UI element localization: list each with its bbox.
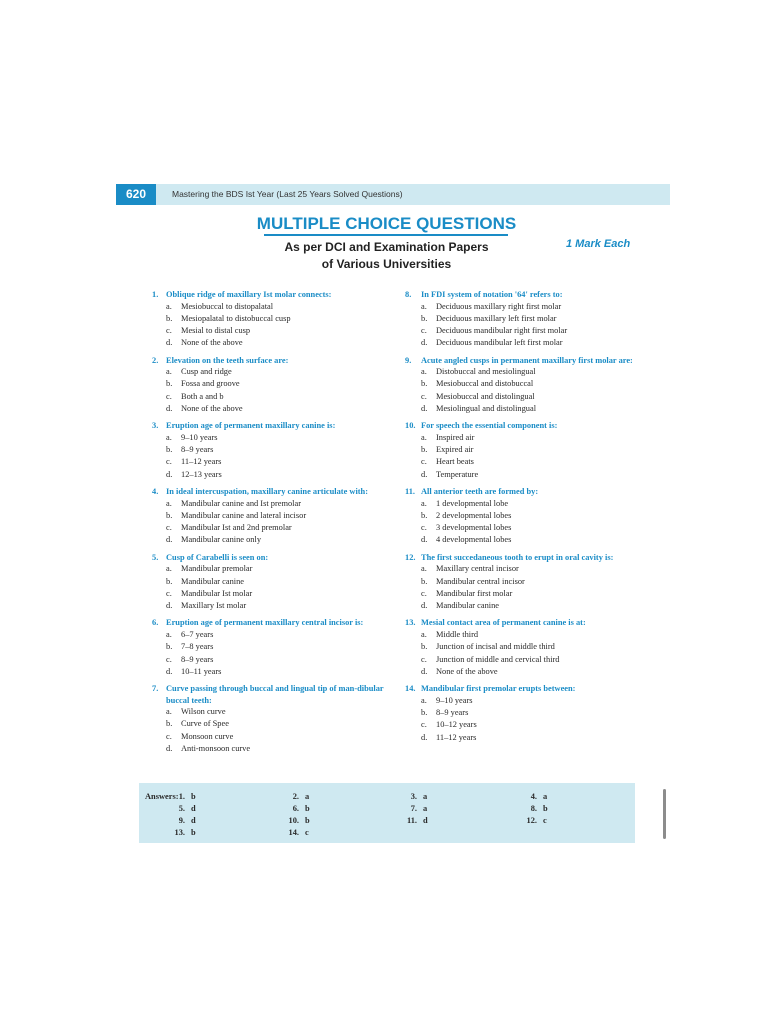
answer-number: 4. [530, 792, 537, 801]
answer-entry [397, 804, 427, 813]
option-letter: c. [421, 720, 427, 730]
option-letter: c. [166, 731, 172, 741]
option-text: Both a and b [181, 391, 224, 401]
answer-option [152, 432, 402, 444]
option-text: Deciduous mandibular right first molar [436, 326, 568, 336]
option-text: 8–9 years [436, 707, 469, 717]
section-subtitle-line1: As per DCI and Examination Papers [284, 240, 489, 254]
option-text: Distobuccal and mesiolingual [436, 367, 536, 377]
option-letter: a. [421, 695, 427, 705]
mark-note: 1 Mark Each [566, 238, 631, 250]
answer-option [152, 600, 402, 612]
question-text: Mandibular first premolar erupts between: [421, 684, 576, 694]
question-number: 9. [405, 355, 412, 365]
answer-option [152, 337, 402, 349]
option-text: Wilson curve [181, 707, 226, 717]
answer-option [152, 469, 402, 481]
option-letter: d. [421, 535, 428, 545]
option-text: None of the above [181, 338, 243, 348]
option-letter: b. [421, 510, 428, 520]
question-text: Oblique ridge of maxillary Ist molar connects: [166, 290, 332, 299]
option-text: 9–10 years [181, 432, 218, 442]
option-text: Anti-monsoon curve [181, 744, 251, 754]
answer-entry [165, 828, 196, 837]
answers-box [139, 783, 635, 843]
option-text: 8–9 years [181, 654, 214, 664]
answer-value: d [191, 804, 196, 813]
question-text: Eruption age of permanent maxillary central incisor is: [166, 618, 364, 628]
question-item [152, 552, 402, 613]
answer-number: 5. [178, 804, 185, 813]
question-stem [152, 683, 402, 706]
book-title: Mastering the BDS Ist Year (Last 25 Years Solved Questions) [172, 189, 403, 199]
answer-option [405, 707, 650, 719]
question-item [152, 420, 402, 481]
answer-value: b [191, 792, 196, 801]
option-text: None of the above [181, 404, 243, 414]
option-letter: c. [421, 523, 427, 533]
question-text: Elevation on the teeth surface are: [166, 355, 289, 365]
option-text: Mandibular canine and Ist premolar [181, 498, 301, 508]
scrollbar[interactable] [663, 789, 666, 839]
question-number: 4. [152, 487, 159, 497]
question-text: Curve passing through buccal and lingual tip of man-dibular buccal teeth: [166, 684, 384, 705]
option-text: Cusp and ridge [181, 367, 232, 377]
question-number: 2. [152, 355, 159, 365]
answer-option [152, 706, 402, 718]
question-stem [152, 289, 402, 301]
answer-entry [165, 804, 196, 813]
option-letter: c. [421, 326, 427, 336]
option-letter: a. [421, 564, 427, 574]
answer-option [405, 576, 650, 588]
question-item [405, 486, 650, 547]
option-letter: b. [166, 379, 173, 389]
answer-option [152, 588, 402, 600]
answer-option [405, 432, 650, 444]
answer-entry [517, 792, 547, 801]
question-stem [405, 683, 650, 695]
question-stem [152, 420, 402, 432]
question-item [405, 420, 650, 481]
option-letter: a. [166, 432, 172, 442]
answer-option [405, 600, 650, 612]
option-text: Mandibular Ist molar [181, 588, 253, 598]
option-letter: a. [166, 301, 172, 311]
option-letter: c. [166, 654, 172, 664]
answer-option [152, 522, 402, 534]
question-stem [405, 289, 650, 301]
option-text: Mesiobuccal and distobuccal [436, 379, 534, 389]
answer-option [405, 403, 650, 415]
answer-option [405, 588, 650, 600]
option-text: Mesiopalatal to distobuccal cusp [181, 313, 291, 323]
answer-entry [279, 792, 309, 801]
question-item [405, 683, 650, 744]
question-item [152, 617, 402, 678]
option-letter: c. [421, 391, 427, 401]
option-letter: d. [166, 744, 173, 754]
question-text: Mesial contact area of permanent canine is at: [421, 618, 586, 628]
option-letter: a. [421, 367, 427, 377]
answer-entry [165, 816, 196, 825]
option-letter: d. [166, 469, 173, 479]
answer-option [405, 366, 650, 378]
option-letter: b. [166, 719, 173, 729]
option-letter: c. [166, 326, 172, 336]
option-text: Expired air [436, 445, 474, 455]
answer-option [405, 301, 650, 313]
option-letter: d. [421, 732, 428, 742]
answer-option [152, 641, 402, 653]
option-letter: b. [166, 576, 173, 586]
option-text: Deciduous maxillary right first molar [436, 301, 562, 311]
answer-entry [397, 792, 427, 801]
option-text: 10–12 years [436, 720, 477, 730]
option-letter: d. [421, 469, 428, 479]
option-text: 4 developmental lobes [436, 535, 512, 545]
section-subtitle-line2: of Various Universities [321, 257, 452, 271]
option-text: 12–13 years [181, 469, 222, 479]
answer-option [405, 666, 650, 678]
answer-option [405, 719, 650, 731]
option-text: 3 developmental lobes [436, 523, 512, 533]
question-item [152, 289, 402, 350]
option-text: Fossa and groove [181, 379, 240, 389]
answer-option [152, 403, 402, 415]
answer-option [152, 743, 402, 755]
question-item [405, 289, 650, 350]
answer-value: b [305, 816, 310, 825]
option-letter: b. [166, 510, 173, 520]
option-text: 11–12 years [436, 732, 477, 742]
question-stem [405, 486, 650, 498]
answer-option [152, 654, 402, 666]
question-text: Eruption age of permanent maxillary canine is: [166, 421, 336, 431]
option-text: 7–8 years [181, 642, 214, 652]
answer-value: b [543, 804, 548, 813]
option-text: Junction of middle and cervical third [436, 654, 560, 664]
answer-option [405, 444, 650, 456]
option-text: Monsoon curve [181, 731, 234, 741]
option-letter: b. [166, 313, 173, 323]
answer-option [152, 629, 402, 641]
question-stem [405, 552, 650, 564]
option-text: 2 developmental lobes [436, 510, 512, 520]
option-letter: b. [421, 707, 428, 717]
answer-option [152, 563, 402, 575]
option-letter: b. [166, 642, 173, 652]
option-letter: b. [421, 379, 428, 389]
answer-number: 13. [174, 828, 185, 837]
answer-value: d [191, 816, 196, 825]
answer-option [405, 563, 650, 575]
answer-option [405, 641, 650, 653]
answer-entry [165, 792, 196, 801]
option-letter: d. [166, 404, 173, 414]
question-item [152, 486, 402, 547]
option-text: Maxillary Ist molar [181, 601, 247, 611]
option-text: None of the above [436, 666, 498, 676]
option-letter: d. [166, 601, 173, 611]
option-text: Maxillary central incisor [436, 564, 519, 574]
question-item [405, 617, 650, 678]
option-letter: d. [421, 338, 428, 348]
question-text: In ideal intercuspation, maxillary canine articulate with: [166, 487, 369, 497]
answer-number: 2. [292, 792, 299, 801]
question-text: In FDI system of notation '64' refers to: [421, 290, 563, 299]
answer-option [152, 366, 402, 378]
answer-number: 8. [530, 804, 537, 813]
answer-number: 7. [410, 804, 417, 813]
answer-option [405, 313, 650, 325]
answer-option [405, 695, 650, 707]
answer-entry [279, 804, 310, 813]
option-text: Deciduous mandibular left first molar [436, 338, 563, 348]
answer-option [405, 378, 650, 390]
answer-value: b [191, 828, 196, 837]
option-text: 9–10 years [436, 695, 473, 705]
option-letter: d. [166, 338, 173, 348]
answer-option [152, 313, 402, 325]
answer-number: 3. [410, 792, 417, 801]
questions-column-left [152, 289, 402, 760]
option-letter: b. [166, 445, 173, 455]
page-number: 620 [116, 184, 156, 205]
question-stem [152, 355, 402, 367]
option-letter: a. [421, 498, 427, 508]
answer-value: c [305, 828, 309, 837]
answer-option [405, 522, 650, 534]
answers-label: Answers: [145, 792, 179, 801]
option-text: Mandibular Ist and 2nd premolar [181, 523, 292, 533]
answer-option [405, 325, 650, 337]
question-item [152, 355, 402, 416]
option-letter: a. [166, 367, 172, 377]
question-number: 8. [405, 290, 412, 299]
question-number: 14. [405, 684, 416, 694]
title-underline [264, 234, 508, 236]
answer-option [405, 391, 650, 403]
answer-option [405, 732, 650, 744]
answer-option [152, 498, 402, 510]
question-number: 3. [152, 421, 159, 431]
option-letter: a. [166, 629, 172, 639]
option-text: Mandibular canine and lateral incisor [181, 510, 307, 520]
answer-value: a [423, 804, 428, 813]
answer-value: d [423, 816, 428, 825]
answer-option [152, 301, 402, 313]
question-number: 13. [405, 618, 416, 628]
question-number: 5. [152, 552, 159, 562]
section-title: MULTIPLE CHOICE QUESTIONS [256, 214, 517, 233]
answer-number: 1. [178, 792, 185, 801]
answer-number: 10. [288, 816, 299, 825]
question-text: Cusp of Carabelli is seen on: [166, 552, 269, 562]
answer-entry [517, 816, 547, 825]
option-text: Mandibular canine [181, 576, 245, 586]
question-text: All anterior teeth are formed by: [421, 487, 539, 497]
answer-option [152, 444, 402, 456]
answer-option [405, 469, 650, 481]
question-item [405, 552, 650, 613]
option-letter: d. [166, 666, 173, 676]
answer-option [405, 510, 650, 522]
answer-value: c [543, 816, 547, 825]
option-text: Junction of incisal and middle third [436, 642, 555, 652]
answer-entry [279, 816, 310, 825]
option-letter: c. [421, 588, 427, 598]
option-text: Mesiolingual and distolingual [436, 404, 537, 414]
option-letter: a. [166, 564, 172, 574]
question-number: 10. [405, 421, 416, 431]
answer-number: 12. [526, 816, 537, 825]
option-letter: c. [421, 457, 427, 467]
question-stem [152, 552, 402, 564]
answer-option [405, 337, 650, 349]
question-item [405, 355, 650, 416]
question-number: 1. [152, 290, 159, 299]
answer-value: b [305, 804, 310, 813]
option-letter: a. [166, 707, 172, 717]
answer-option [152, 576, 402, 588]
option-text: Mesiobuccal to distopalatal [181, 301, 274, 311]
option-text: Mandibular central incisor [436, 576, 525, 586]
option-letter: d. [421, 666, 428, 676]
option-text: 10–11 years [181, 666, 222, 676]
option-letter: c. [166, 588, 172, 598]
option-text: Temperature [436, 469, 479, 479]
answer-number: 11. [406, 816, 417, 825]
question-number: 7. [152, 684, 159, 694]
question-stem [405, 355, 650, 367]
option-text: 1 developmental lobe [436, 498, 509, 508]
option-text: 6–7 years [181, 629, 214, 639]
answer-option [152, 510, 402, 522]
answer-value: a [543, 792, 548, 801]
answer-option [152, 391, 402, 403]
answer-number: 6. [292, 804, 299, 813]
answer-option [152, 378, 402, 390]
option-text: Mesiobuccal and distolingual [436, 391, 535, 401]
question-item [152, 683, 402, 755]
answer-option [152, 534, 402, 546]
option-letter: c. [166, 523, 172, 533]
answer-option [405, 534, 650, 546]
option-text: Mandibular canine [436, 601, 500, 611]
answer-value: a [305, 792, 310, 801]
option-text: Mandibular first molar [436, 588, 513, 598]
question-text: The first succedaneous tooth to erupt in oral cavity is: [421, 552, 614, 562]
option-text: Mesial to distal cusp [181, 326, 251, 336]
answer-number: 9. [178, 816, 185, 825]
answer-option [405, 498, 650, 510]
answer-option [405, 456, 650, 468]
answer-option [405, 654, 650, 666]
option-letter: a. [166, 498, 172, 508]
answer-entry [279, 828, 309, 837]
answer-option [405, 629, 650, 641]
answer-option [152, 325, 402, 337]
question-text: For speech the essential component is: [421, 421, 558, 431]
answer-entry [517, 804, 548, 813]
option-text: Curve of Spee [181, 719, 229, 729]
option-text: Mandibular premolar [181, 564, 253, 574]
answer-option [152, 666, 402, 678]
option-letter: b. [421, 576, 428, 586]
question-text: Acute angled cusps in permanent maxillary first molar are: [421, 355, 633, 365]
answer-number: 14. [288, 828, 299, 837]
option-letter: a. [421, 301, 427, 311]
option-letter: c. [421, 654, 427, 664]
answer-value: a [423, 792, 428, 801]
question-number: 11. [405, 487, 416, 497]
option-letter: b. [421, 642, 428, 652]
question-stem [152, 617, 402, 629]
question-stem [405, 420, 650, 432]
option-letter: b. [421, 313, 428, 323]
option-letter: a. [421, 629, 427, 639]
question-stem [152, 486, 402, 498]
option-text: Deciduous maxillary left first molar [436, 313, 557, 323]
option-text: 8–9 years [181, 445, 214, 455]
option-letter: b. [421, 445, 428, 455]
question-number: 12. [405, 552, 416, 562]
answer-entry [397, 816, 428, 825]
question-number: 6. [152, 618, 159, 628]
questions-column-right [405, 289, 650, 749]
option-letter: d. [166, 535, 173, 545]
answer-option [152, 456, 402, 468]
question-stem [405, 617, 650, 629]
option-letter: d. [421, 404, 428, 414]
option-letter: c. [166, 457, 172, 467]
option-text: Inspired air [436, 432, 475, 442]
option-letter: a. [421, 432, 427, 442]
option-letter: c. [166, 391, 172, 401]
option-text: Middle third [436, 629, 479, 639]
answer-option [152, 731, 402, 743]
option-text: 11–12 years [181, 457, 222, 467]
option-text: Mandibular canine only [181, 535, 262, 545]
option-letter: d. [421, 601, 428, 611]
option-text: Heart beats [436, 457, 474, 467]
answer-option [152, 718, 402, 730]
